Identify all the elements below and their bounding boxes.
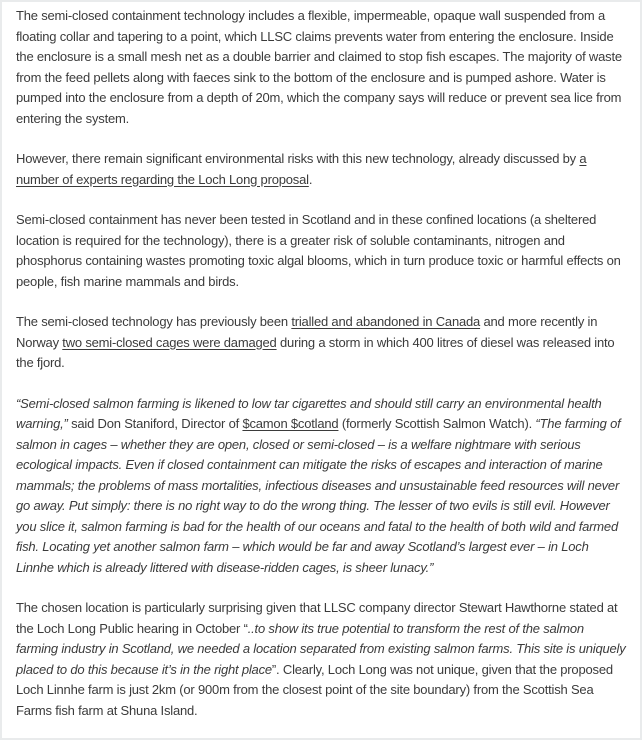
- text-segment: ..to show its true potential to transform the rest of the salmon farming industry in Scotland, we needed a location separated from existing salmon farms. This site is uniquely placed to do this because it’s in the right place: [16, 620, 626, 677]
- text-segment: ”. Clearly, Loch Long was not unique, given that the proposed Loch Linnhe farm is just 2km (or 900m from the closest point of the site boundary) from the Scottish Sea Farms fish farm at Shuna Island.: [16, 661, 613, 718]
- paragraph-environmental-risks: [16, 149, 628, 190]
- inline-link[interactable]: a number of experts regarding the Loch Long proposal: [16, 151, 587, 187]
- text-segment: said Don Staniford, Director of: [67, 416, 243, 431]
- text-segment: .: [308, 171, 313, 187]
- paragraph-intro-technology: [16, 6, 628, 129]
- text-segment: (formerly Scottish Salmon Watch).: [338, 416, 536, 431]
- text-segment: The chosen location is particularly surprising given that LLSC company director Stewart Hawthorne stated at the Loch Long Public hearing in October “: [16, 600, 618, 636]
- inline-link[interactable]: trialled and abandoned in Canada: [291, 314, 481, 329]
- text-segment: “The farming of salmon in cages – whether they are open, closed or semi-closed – is a welfare nightmare with serious ecological impacts. Even if closed containment can mitigate the risks of escapes and interaction of marine mammals; the problems of mass mortalities, infectious diseases and unsustainable feed resources will never go away. Put simply: there is no right way to do the wrong thing. The lesser of two evils is still evil. However you slice it, salmon farming is bad for the health of our oceans and fatal to the health of both wild and farmed fish. Locating yet another salmon farm – which would be far and away Scotland’s largest ever – in Loch Linnhe which is already littered with disease-ridden cages, is sheer lunacy.”: [16, 416, 621, 575]
- paragraph-trialled-abandoned: [16, 312, 628, 374]
- text-segment: “Semi-closed salmon farming is likened to low tar cigarettes and should still carry an environmental health warning,”: [16, 395, 602, 431]
- text-segment: and more recently in Norway: [16, 314, 598, 350]
- text-segment: The semi-closed containment technology includes a flexible, impermeable, opaque wall suspended from a floating collar and tapering to a point, which LLSC claims prevents water from entering the enclosure. Inside the enclosure is a small mesh net as a double barrier and claimed to stop fish escapes. The majority of waste from the feed pellets along with faeces sink to the bottom of the enclosure and is pumped ashore. Water is pumped into the enclosure from a depth of 20m, which the company says will reduce or prevent sea lice from entering the system.: [16, 8, 622, 126]
- paragraph-never-tested-scotland: [16, 210, 628, 292]
- text-segment: However, there remain significant environmental risks with this new technology, already discussed by: [16, 151, 580, 166]
- article-body: [2, 2, 640, 721]
- paragraph-chosen-location: [16, 598, 628, 721]
- text-segment: during a storm in which 400 litres of diesel was released into the fjord.: [16, 334, 615, 370]
- text-segment: The semi-closed technology has previously been: [16, 314, 292, 329]
- paragraph-staniford-quote: [16, 394, 628, 579]
- inline-link[interactable]: $camon $cotland: [242, 416, 339, 431]
- text-segment: Semi-closed containment has never been tested in Scotland and in these confined locations (a sheltered location is required for the technology), there is a greater risk of soluble contaminants, nitrogen and phosphorus containing wastes promoting toxic algal blooms, which in turn produce toxic or harmful effects on people, fish marine mammals and birds.: [16, 212, 621, 289]
- inline-link[interactable]: two semi-closed cages were damaged: [62, 334, 277, 350]
